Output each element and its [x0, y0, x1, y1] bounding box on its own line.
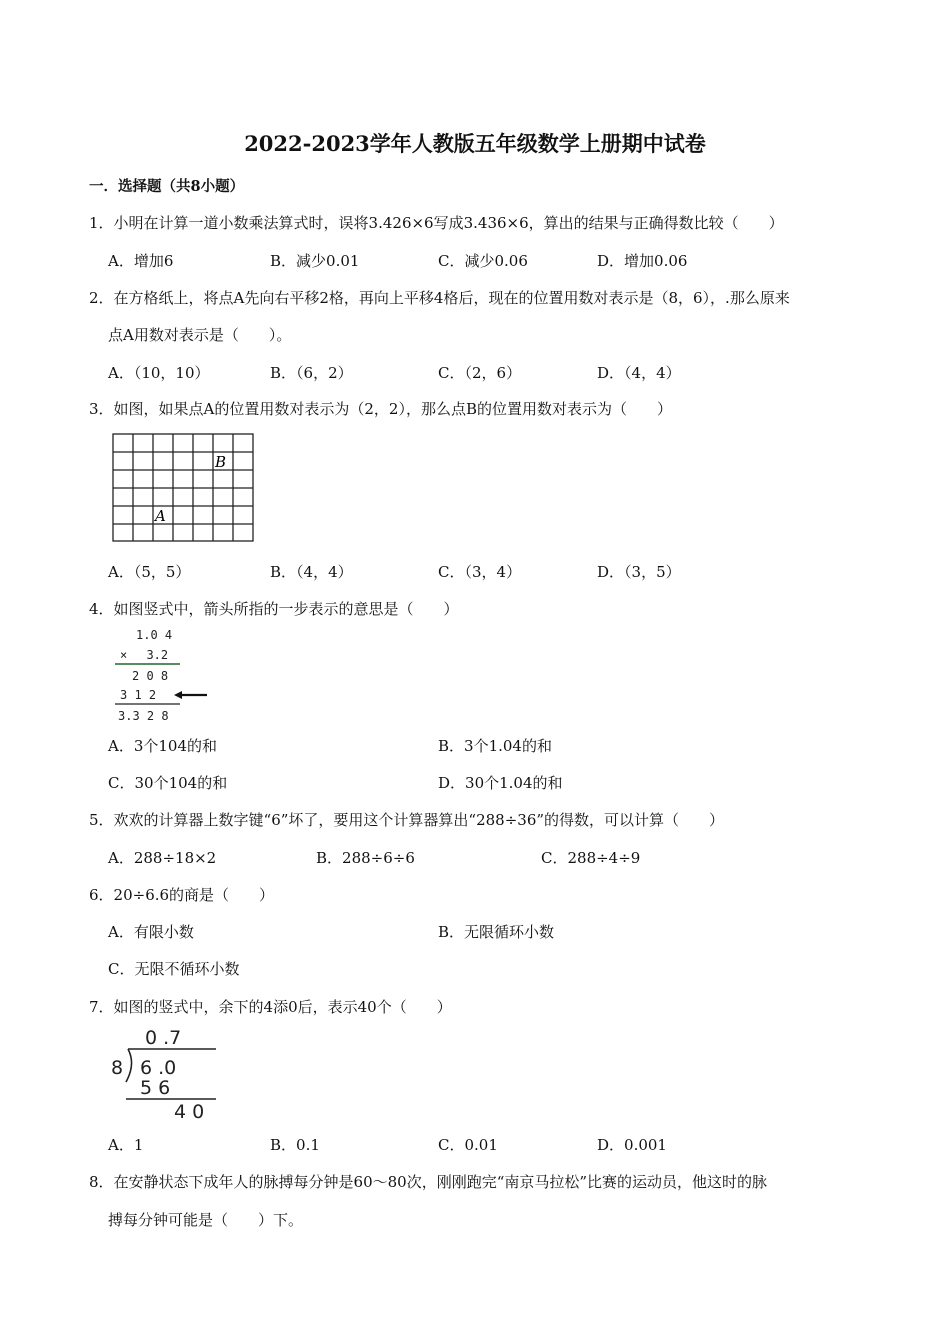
q1-option-a[interactable]: A．增加6 [108, 252, 174, 270]
point-a-label: A [155, 507, 166, 525]
q7-option-b[interactable]: B．0.1 [270, 1136, 320, 1154]
q3-option-d[interactable]: D．（3，5） [597, 563, 681, 581]
question-3: 3．如图，如果点A的位置用数对表示为（2，2），那么点B的位置用数对表示为（ ） [89, 400, 672, 418]
q4-option-b[interactable]: B．3个1.04的和 [438, 737, 552, 755]
q7-option-a[interactable]: A．1 [108, 1136, 144, 1154]
page-title: 2022-2023学年人教版五年级数学上册期中试卷 [244, 131, 706, 156]
question-6: 6．20÷6.6的商是（ ） [89, 886, 275, 904]
q5-option-c[interactable]: C．288÷4÷9 [541, 849, 641, 867]
division-dividend: 6 .0 [140, 1057, 177, 1079]
q2-option-d[interactable]: D．（4，4） [597, 364, 681, 382]
q1-option-c[interactable]: C．减少0.06 [438, 252, 528, 270]
question-2-line-2: 点A用数对表示是（ ）。 [108, 326, 292, 344]
question-8-line-2: 搏每分钟可能是（ ）下。 [108, 1211, 304, 1229]
q3-option-b[interactable]: B．（4，4） [270, 563, 353, 581]
q2-option-c[interactable]: C．（2，6） [438, 364, 522, 382]
coordinate-grid-figure [112, 433, 256, 543]
division-remainder: 4 0 [174, 1101, 205, 1122]
question-1: 1．小明在计算一道小数乘法算式时，误将3.426×6写成3.436×6，算出的结果与正确得数比较（ ） [89, 214, 784, 232]
point-b-label: B [215, 453, 227, 471]
q6-option-c[interactable]: C．无限不循环小数 [108, 960, 240, 978]
division-quotient: 0 .7 [145, 1027, 182, 1049]
multiplication-figure [112, 624, 212, 728]
q2-option-a[interactable]: A．（10，10） [108, 364, 210, 382]
q2-option-b[interactable]: B．（6，2） [270, 364, 353, 382]
question-8-line-1: 8．在安静状态下成年人的脉搏每分钟是60～80次，刚刚跑完“南京马拉松”比赛的运动员，他这时的脉 [89, 1173, 768, 1191]
q5-option-b[interactable]: B．288÷6÷6 [316, 849, 415, 867]
q1-option-d[interactable]: D．增加0.06 [597, 252, 688, 270]
q7-option-c[interactable]: C．0.01 [438, 1136, 498, 1154]
division-product: 5 6 [140, 1077, 171, 1099]
q1-option-b[interactable]: B．减少0.01 [270, 252, 360, 270]
q6-option-b[interactable]: B．无限循环小数 [438, 923, 555, 941]
question-7: 7．如图的竖式中，余下的4添0后，表示40个（ ） [89, 998, 452, 1016]
q6-option-a[interactable]: A．有限小数 [108, 923, 194, 941]
question-4: 4．如图竖式中，箭头所指的一步表示的意思是（ ） [89, 600, 459, 618]
calc-row-2: × 3.2 [120, 648, 169, 662]
section-heading: 一．选择题（共8小题） [89, 178, 245, 195]
q3-option-c[interactable]: C．（3，4） [438, 563, 522, 581]
division-divisor: 8 [111, 1057, 124, 1079]
q5-option-a[interactable]: A．288÷18×2 [108, 849, 217, 867]
q4-option-a[interactable]: A．3个104的和 [108, 737, 218, 755]
q4-option-c[interactable]: C．30个104的和 [108, 774, 228, 792]
q3-option-a[interactable]: A．（5，5） [108, 563, 191, 581]
question-5: 5．欢欢的计算器上数字键“6”坏了，要用这个计算器算出“288÷36”的得数，可以计算（ ） [89, 811, 725, 829]
question-2-line-1: 2．在方格纸上，将点A先向右平移2格，再向上平移4格后，现在的位置用数对表示是（8，6），.那么原来 [89, 289, 790, 307]
q4-option-d[interactable]: D．30个1.04的和 [438, 774, 563, 792]
calc-row-3: 2 0 8 [132, 669, 169, 683]
calc-row-5: 3.3 2 8 [118, 709, 169, 723]
q7-option-d[interactable]: D．0.001 [597, 1136, 667, 1154]
long-division-figure [108, 1022, 223, 1122]
calc-row-1: 1.0 4 [136, 628, 173, 642]
calc-row-4: 3 1 2 [120, 688, 157, 702]
